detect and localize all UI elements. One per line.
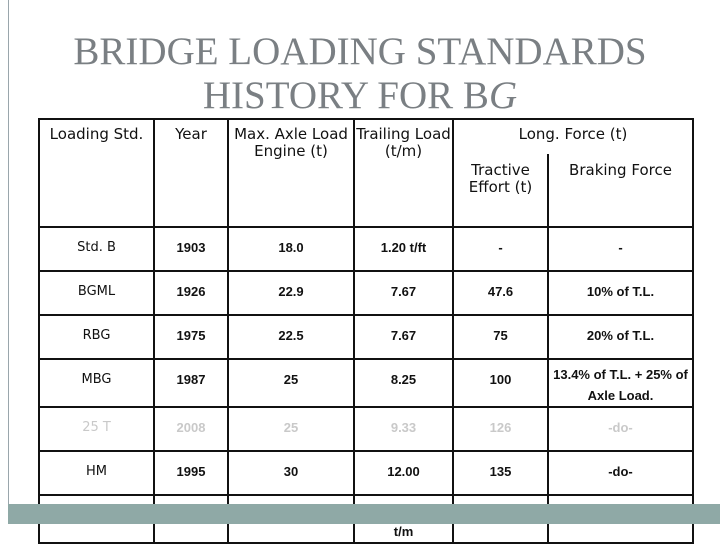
cell-braking-force: - <box>548 227 693 271</box>
header-max-axle-load: Max. Axle Load Engine (t) <box>228 119 354 227</box>
cell-year: 1995 <box>154 451 228 495</box>
header-braking-force: Braking Force <box>548 154 693 227</box>
table-row <box>39 359 693 407</box>
cell-year: 1903 <box>154 227 228 271</box>
cell-tractive-effort: 126 <box>453 407 548 451</box>
table-row <box>39 315 693 359</box>
cell-loading-std: HM <box>39 451 154 495</box>
cell-tractive-effort: 47.6 <box>453 271 548 315</box>
cell-axle-load: 25 <box>228 407 354 451</box>
cell-braking-force: -do- <box>548 451 693 495</box>
cell-tractive-effort: 100 <box>453 359 548 407</box>
cell-year: 1926 <box>154 271 228 315</box>
table-row <box>39 451 693 495</box>
cell-trailing-load: 9.33 <box>354 407 453 451</box>
cell-tractive-effort: 75 <box>453 315 548 359</box>
footer-band <box>8 504 720 524</box>
cell-axle-load: 22.5 <box>228 315 354 359</box>
title-line-1: BRIDGE LOADING STANDARDS <box>73 30 647 73</box>
cell-loading-std: Std. B <box>39 227 154 271</box>
header-long-force: Long. Force (t) <box>453 119 693 154</box>
cell-year: 2008 <box>154 407 228 451</box>
cell-braking-force: 13.4% of T.L. + 25% of Axle Load. <box>548 359 693 407</box>
cell-trailing-load: 7.67 <box>354 271 453 315</box>
cell-trailing-load: 12.00 <box>354 451 453 495</box>
table-row <box>39 407 693 451</box>
cell-axle-load: 18.0 <box>228 227 354 271</box>
cell-trailing-load: t/m <box>354 495 453 543</box>
cell-year: 1975 <box>154 315 228 359</box>
table-row <box>39 227 693 271</box>
cell-year: 1987 <box>154 359 228 407</box>
header-year: Year <box>154 119 228 227</box>
cell-axle-load: 22.9 <box>228 271 354 315</box>
cell-loading-std: MBG <box>39 359 154 407</box>
cell-trailing-load: 7.67 <box>354 315 453 359</box>
cell-trailing-load: 8.25 <box>354 359 453 407</box>
page-title <box>0 30 720 118</box>
cell-braking-force: 20% of T.L. <box>548 315 693 359</box>
title-line-2: HISTORY FOR BG <box>202 74 518 117</box>
cell-tractive-effort: 135 <box>453 451 548 495</box>
cell-loading-std: RBG <box>39 315 154 359</box>
loading-standards-table <box>38 118 694 544</box>
header-tractive-effort: Tractive Effort (t) <box>453 154 548 227</box>
cell-loading-std: 25 T <box>39 407 154 451</box>
cell-loading-std: BGML <box>39 271 154 315</box>
table-row <box>39 271 693 315</box>
cell-trailing-load: 1.20 t/ft <box>354 227 453 271</box>
cell-braking-force: -do- <box>548 407 693 451</box>
cell-tractive-effort: - <box>453 227 548 271</box>
header-loading-std: Loading Std. <box>39 119 154 227</box>
header-trailing-load: Trailing Load (t/m) <box>354 119 453 227</box>
cell-axle-load: 30 <box>228 451 354 495</box>
cell-axle-load: 25 <box>228 359 354 407</box>
cell-braking-force: 10% of T.L. <box>548 271 693 315</box>
